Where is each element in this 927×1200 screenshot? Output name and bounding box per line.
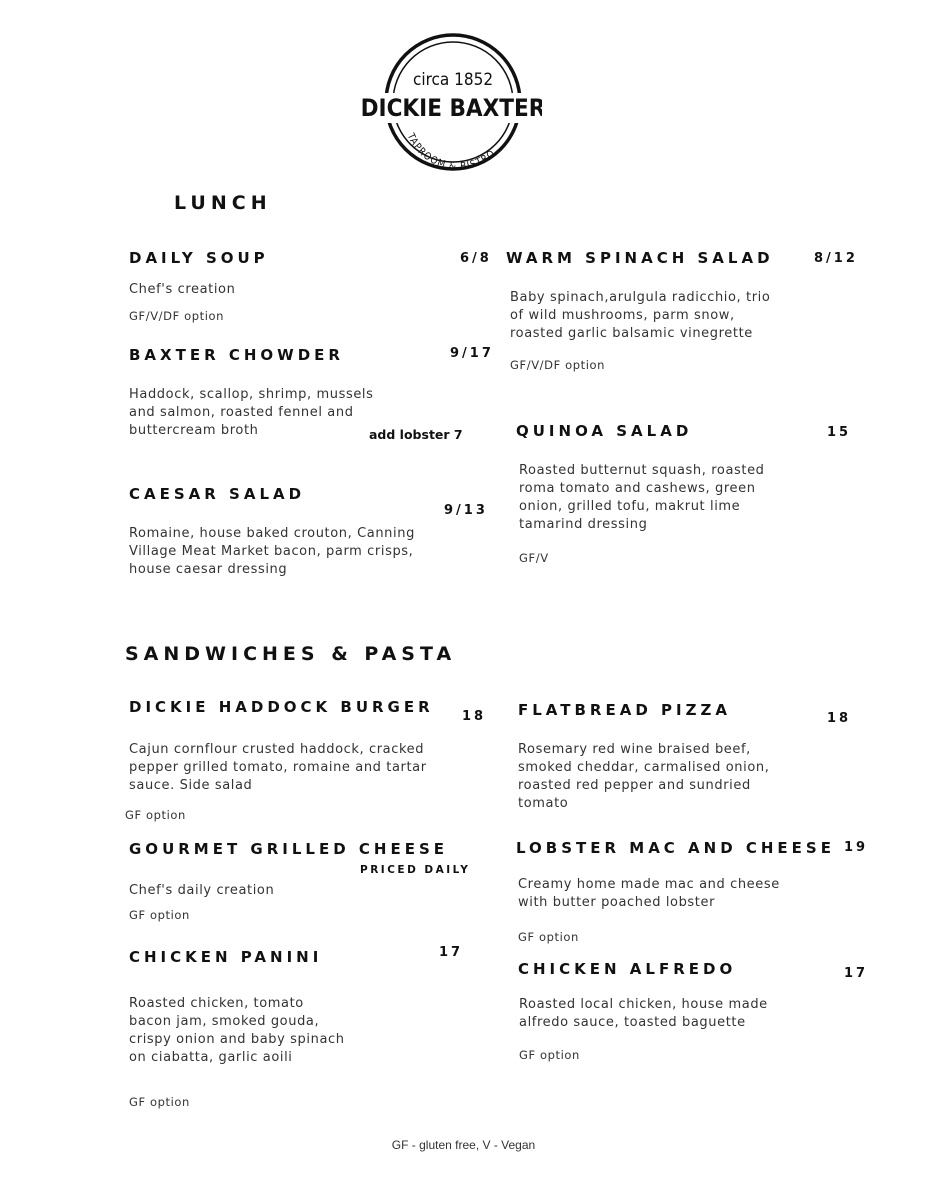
- add-lobster-addon: add lobster 7: [369, 427, 463, 442]
- logo-tagline: TAPROOM & BISTRO: [404, 131, 498, 173]
- chicken-panini-title: CHICKEN PANINI: [129, 948, 323, 966]
- quinoa-salad-option: GF/V: [519, 551, 549, 565]
- dietary-legend: GF - gluten free, V - Vegan: [391, 1138, 536, 1152]
- daily-soup-option: GF/V/DF option: [129, 309, 225, 323]
- flatbread-pizza-price: 18: [827, 711, 852, 726]
- lunch-section-title: LUNCH: [174, 192, 272, 214]
- warm-spinach-salad-option: GF/V/DF option: [510, 358, 606, 372]
- lobster-mac-title: LOBSTER MAC AND CHEESE: [516, 839, 835, 857]
- baxter-chowder-price: 9/17: [450, 346, 494, 361]
- chicken-alfredo-option: GF option: [519, 1048, 580, 1062]
- logo: [362, 30, 542, 180]
- sandwiches-section-title: SANDWICHES & PASTA: [125, 643, 457, 665]
- daily-soup-price: 6/8: [460, 251, 492, 266]
- warm-spinach-salad-price: 8/12: [814, 251, 858, 266]
- chicken-panini-option: GF option: [129, 1095, 190, 1109]
- flatbread-pizza-title: FLATBREAD PIZZA: [518, 701, 731, 719]
- flatbread-pizza-desc: Rosemary red wine braised beef, smoked cheddar, carmalised onion, roasted red pepper and sundried tomato: [518, 742, 770, 811]
- grilled-cheese-desc: Chef's daily creation: [129, 883, 275, 898]
- chicken-alfredo-desc: Roasted local chicken, house made alfredo sauce, toasted baguette: [519, 997, 768, 1030]
- chicken-alfredo-title: CHICKEN ALFREDO: [518, 960, 737, 978]
- lobster-mac-option: GF option: [518, 930, 579, 944]
- warm-spinach-salad-desc: Baby spinach,arulgula radicchio, trio of wild mushrooms, parm snow, roasted garlic balsamic vinegrette: [510, 290, 771, 341]
- lobster-mac-price: 19: [844, 840, 869, 855]
- quinoa-salad-title: QUINOA SALAD: [516, 422, 693, 440]
- caesar-salad-price: 9/13: [444, 503, 488, 518]
- daily-soup-title: DAILY SOUP: [129, 249, 269, 267]
- grilled-cheese-price: PRICED DAILY: [360, 864, 471, 876]
- quinoa-salad-desc: Roasted butternut squash, roasted roma tomato and cashews, green onion, grilled tofu, makrut lime tamarind dressing: [519, 463, 765, 532]
- chicken-panini-price: 17: [439, 945, 464, 960]
- haddock-burger-desc: Cajun cornflour crusted haddock, cracked pepper grilled tomato, romaine and tartar sauce. Side salad: [129, 742, 427, 793]
- haddock-burger-title: DICKIE HADDOCK BURGER: [129, 698, 434, 716]
- logo-emblem: [362, 30, 542, 180]
- caesar-salad-title: CAESAR SALAD: [129, 485, 306, 503]
- caesar-salad-desc: Romaine, house baked crouton, Canning Village Meat Market bacon, parm crisps, house caesar dressing: [129, 526, 415, 577]
- chicken-alfredo-price: 17: [844, 966, 869, 981]
- grilled-cheese-title: GOURMET GRILLED CHEESE: [129, 840, 449, 858]
- baxter-chowder-desc: Haddock, scallop, shrimp, mussels and salmon, roasted fennel and buttercream broth: [129, 387, 374, 438]
- daily-soup-desc: Chef's creation: [129, 282, 236, 297]
- chicken-panini-desc: Roasted chicken, tomato bacon jam, smoked gouda, crispy onion and baby spinach on ciabatta, garlic aoili: [129, 996, 345, 1065]
- haddock-burger-price: 18: [462, 709, 487, 724]
- grilled-cheese-option: GF option: [129, 908, 190, 922]
- logo-name: DICKIE BAXTER: [362, 94, 542, 122]
- quinoa-salad-price: 15: [827, 425, 852, 440]
- baxter-chowder-title: BAXTER CHOWDER: [129, 346, 344, 364]
- lobster-mac-desc: Creamy home made mac and cheese with butter poached lobster: [518, 877, 780, 910]
- warm-spinach-salad-title: WARM SPINACH SALAD: [506, 249, 774, 267]
- haddock-burger-option: GF option: [125, 808, 186, 822]
- logo-circa: circa 1852: [412, 70, 494, 90]
